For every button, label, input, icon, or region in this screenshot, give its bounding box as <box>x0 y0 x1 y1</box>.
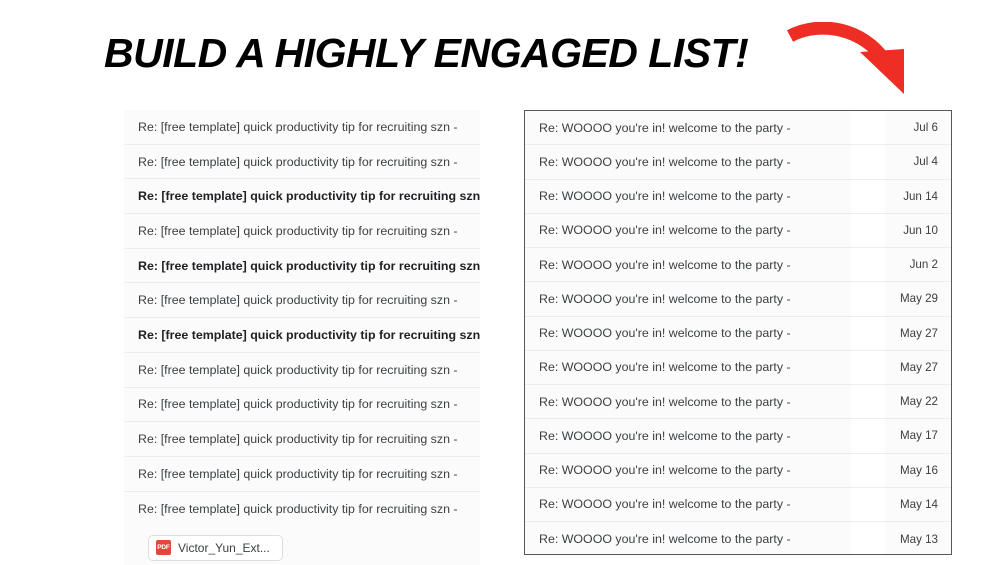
email-subject: Re: [free template] quick productivity tip for recruiting szn - <box>138 432 458 447</box>
list-item[interactable] <box>525 454 951 488</box>
email-subject: Re: WOOOO you're in! welcome to the party - <box>539 223 791 238</box>
email-subject: Re: WOOOO you're in! welcome to the party - <box>539 497 791 512</box>
list-item[interactable] <box>124 422 480 457</box>
list-item[interactable] <box>525 214 951 248</box>
list-item[interactable] <box>124 388 480 423</box>
red-curved-arrow-icon <box>786 22 916 112</box>
page-title: BUILD A HIGHLY ENGAGED LIST! <box>104 30 749 76</box>
email-date: Jun 14 <box>903 189 938 203</box>
pdf-icon: PDF <box>156 540 171 555</box>
email-subject: Re: WOOOO you're in! welcome to the party - <box>539 428 791 443</box>
email-subject: Re: WOOOO you're in! welcome to the party - <box>539 360 791 375</box>
list-item[interactable] <box>525 385 951 419</box>
email-subject: Re: [free template] quick productivity tip for recruiting szn - <box>138 397 458 412</box>
email-date: May 22 <box>899 395 938 409</box>
row-spacer <box>851 385 885 418</box>
row-spacer <box>851 145 885 178</box>
email-subject: Re: WOOOO you're in! welcome to the party - <box>539 394 791 409</box>
list-item[interactable] <box>124 249 480 284</box>
list-item[interactable] <box>124 492 480 527</box>
list-item[interactable] <box>525 180 951 214</box>
list-item[interactable] <box>124 214 480 249</box>
email-date: May 17 <box>899 429 938 443</box>
email-subject: Re: WOOOO you're in! welcome to the party - <box>539 189 791 204</box>
row-spacer <box>851 248 885 281</box>
email-subject: Re: WOOOO you're in! welcome to the party - <box>539 463 791 478</box>
attachment-row <box>124 526 480 565</box>
list-item[interactable] <box>525 522 951 555</box>
list-item[interactable] <box>525 282 951 316</box>
row-spacer <box>851 214 885 247</box>
email-subject: Re: WOOOO you're in! welcome to the party - <box>539 291 791 306</box>
email-date: May 13 <box>899 532 938 546</box>
list-item[interactable] <box>124 457 480 492</box>
attachment-filename: Victor_Yun_Ext... <box>178 540 270 555</box>
email-subject: Re: WOOOO you're in! welcome to the party - <box>539 257 791 272</box>
row-spacer <box>851 522 885 555</box>
row-spacer <box>851 111 885 144</box>
email-subject: Re: [free template] quick productivity tip for recruiting szn - <box>138 466 458 481</box>
list-item[interactable] <box>525 248 951 282</box>
email-subject: Re: WOOOO you're in! welcome to the party - <box>539 154 791 169</box>
row-spacer <box>851 419 885 452</box>
inbox-list-right[interactable] <box>524 110 952 555</box>
email-subject: Re: [free template] quick productivity tip for recruiting szn - <box>138 154 458 169</box>
email-date: May 16 <box>899 463 938 477</box>
row-spacer <box>851 488 885 521</box>
list-item[interactable] <box>525 317 951 351</box>
email-subject: Re: [free template] quick productivity tip for recruiting szn - <box>138 223 458 238</box>
email-subject: Re: WOOOO you're in! welcome to the party - <box>539 532 791 547</box>
list-item[interactable] <box>124 179 480 214</box>
list-item[interactable] <box>124 145 480 180</box>
email-subject: Re: WOOOO you're in! welcome to the party - <box>539 326 791 341</box>
email-date: Jul 4 <box>913 155 938 169</box>
row-spacer <box>851 180 885 213</box>
email-subject: Re: [free template] quick productivity tip for recruiting szn <box>138 258 480 273</box>
email-subject: Re: [free template] quick productivity tip for recruiting szn - <box>138 119 458 134</box>
list-item[interactable] <box>525 145 951 179</box>
list-item[interactable] <box>525 419 951 453</box>
email-subject: Re: [free template] quick productivity tip for recruiting szn - <box>138 362 458 377</box>
list-item[interactable] <box>124 110 480 145</box>
row-spacer <box>851 317 885 350</box>
list-item[interactable] <box>525 351 951 385</box>
email-date: May 27 <box>899 326 938 340</box>
email-date: Jun 2 <box>909 258 938 272</box>
row-spacer <box>851 454 885 487</box>
email-subject: Re: [free template] quick productivity tip for recruiting szn - <box>138 293 458 308</box>
list-item[interactable] <box>525 488 951 522</box>
email-subject: Re: [free template] quick productivity tip for recruiting szn <box>138 327 480 342</box>
email-date: Jul 6 <box>913 121 938 135</box>
email-subject: Re: [free template] quick productivity tip for recruiting szn <box>138 189 480 204</box>
row-spacer <box>851 351 885 384</box>
email-subject: Re: [free template] quick productivity tip for recruiting szn - <box>138 501 458 516</box>
list-item[interactable] <box>124 353 480 388</box>
inbox-list-left[interactable] <box>124 110 480 565</box>
list-item[interactable] <box>124 318 480 353</box>
attachment-chip[interactable] <box>148 535 283 561</box>
list-item[interactable] <box>525 111 951 145</box>
row-spacer <box>851 282 885 315</box>
email-subject: Re: WOOOO you're in! welcome to the party - <box>539 120 791 135</box>
email-date: Jun 10 <box>903 223 938 237</box>
email-date: May 27 <box>899 360 938 374</box>
email-date: May 14 <box>899 497 938 511</box>
email-date: May 29 <box>899 292 938 306</box>
list-item[interactable] <box>124 283 480 318</box>
